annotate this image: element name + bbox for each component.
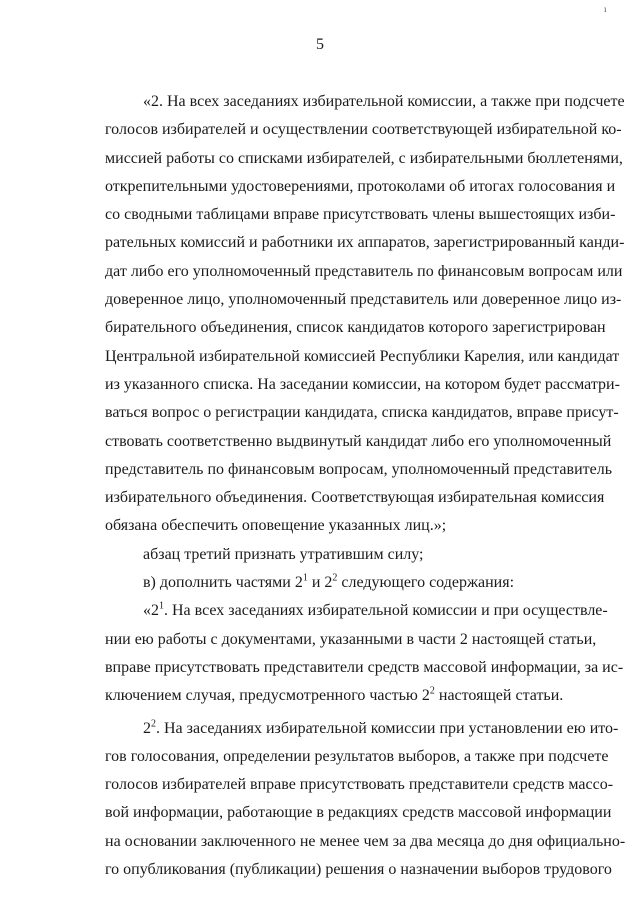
text-line: на основании заключенного не менее чем за два месяца до дня официально- — [105, 832, 626, 850]
text-line: избирательного объединения. Соответствующая избирательная комиссия — [105, 489, 605, 507]
text-line: представитель по финансовым вопросам, уполномоченный представитель — [105, 460, 613, 478]
text-line: обязана обеспечить оповещение указанных лиц.»; — [105, 517, 447, 535]
text-line: миссией работы со списками избирателей, с избирательными бюллетенями, — [105, 149, 623, 167]
page-number: 5 — [316, 36, 324, 53]
text-line: нии ею работы с документами, указанными в части 2 настоящей статьи, — [105, 630, 597, 648]
text-line: бирательного объединения, список кандидатов которого зарегистрирован — [105, 319, 606, 337]
paragraph-clause-repeal: абзац третий признать утратившим силу; — [143, 545, 424, 563]
document-body — [105, 88, 626, 884]
text-line: «$2^1$. На всех заседаниях избирательной комиссии и при осуществле- — [143, 601, 608, 620]
text-line: со сводными таблицами вправе присутствовать члены вышестоящих изби- — [105, 206, 616, 224]
text-line: «2. На всех заседаниях избирательной комиссии, а также при подсчете — [143, 93, 625, 110]
paragraph-part-2-2 — [105, 715, 626, 885]
text-line: ваться вопрос о регистрации кандидата, списка кандидатов, вправе присут- — [105, 404, 619, 422]
text-line: Центральной избирательной комиссией Республики Карелия, или кандидат — [105, 347, 620, 365]
text-line: дат либо его уполномоченный представитель по финансовым вопросам или — [105, 262, 623, 280]
text-line: ключением случая, предусмотренного частью $2^2$ настоящей статьи. — [105, 685, 564, 705]
text-line: $2^2$. На заседаниях избирательной комиссии при установлении ею ито- — [143, 718, 619, 737]
text-line: вой информации, работающие в редакциях средств массовой информации — [105, 804, 612, 822]
paragraph-add-parts: в) дополнить частями $2^1$ и $2^2$ следующего содержания: — [143, 572, 515, 592]
text-line: рательных комиссий и работники их аппаратов, зарегистрированный канди- — [105, 234, 625, 252]
text-line: открепительными удостоверениями, протоколами об итогах голосования и — [105, 177, 616, 195]
text-line: из указанного списка. На заседании комиссии, на котором будет рассматри- — [105, 375, 620, 393]
text-line: голосов избирателей вправе присутствовать представители средств массо- — [105, 776, 614, 794]
text-line: доверенное лицо, уполномоченный представитель или доверенное лицо из- — [105, 291, 622, 309]
text-line: гов голосования, определении результатов выборов, а также при подсчете — [105, 747, 609, 765]
text-line: ствовать соответственно выдвинутый кандидат либо его уполномоченный — [105, 432, 612, 450]
paragraph-part-2-1 — [105, 597, 624, 710]
text-line: голосов избирателей и осуществлении соответствующей избирательной ко- — [105, 121, 622, 139]
paragraph-amendment-part-2 — [105, 88, 625, 541]
corner-mark: ı — [604, 4, 607, 14]
text-line: го опубликования (публикации) решения о назначении выборов трудового — [105, 861, 612, 879]
text-line: вправе присутствовать представители средств массовой информации, за ис- — [105, 658, 624, 676]
